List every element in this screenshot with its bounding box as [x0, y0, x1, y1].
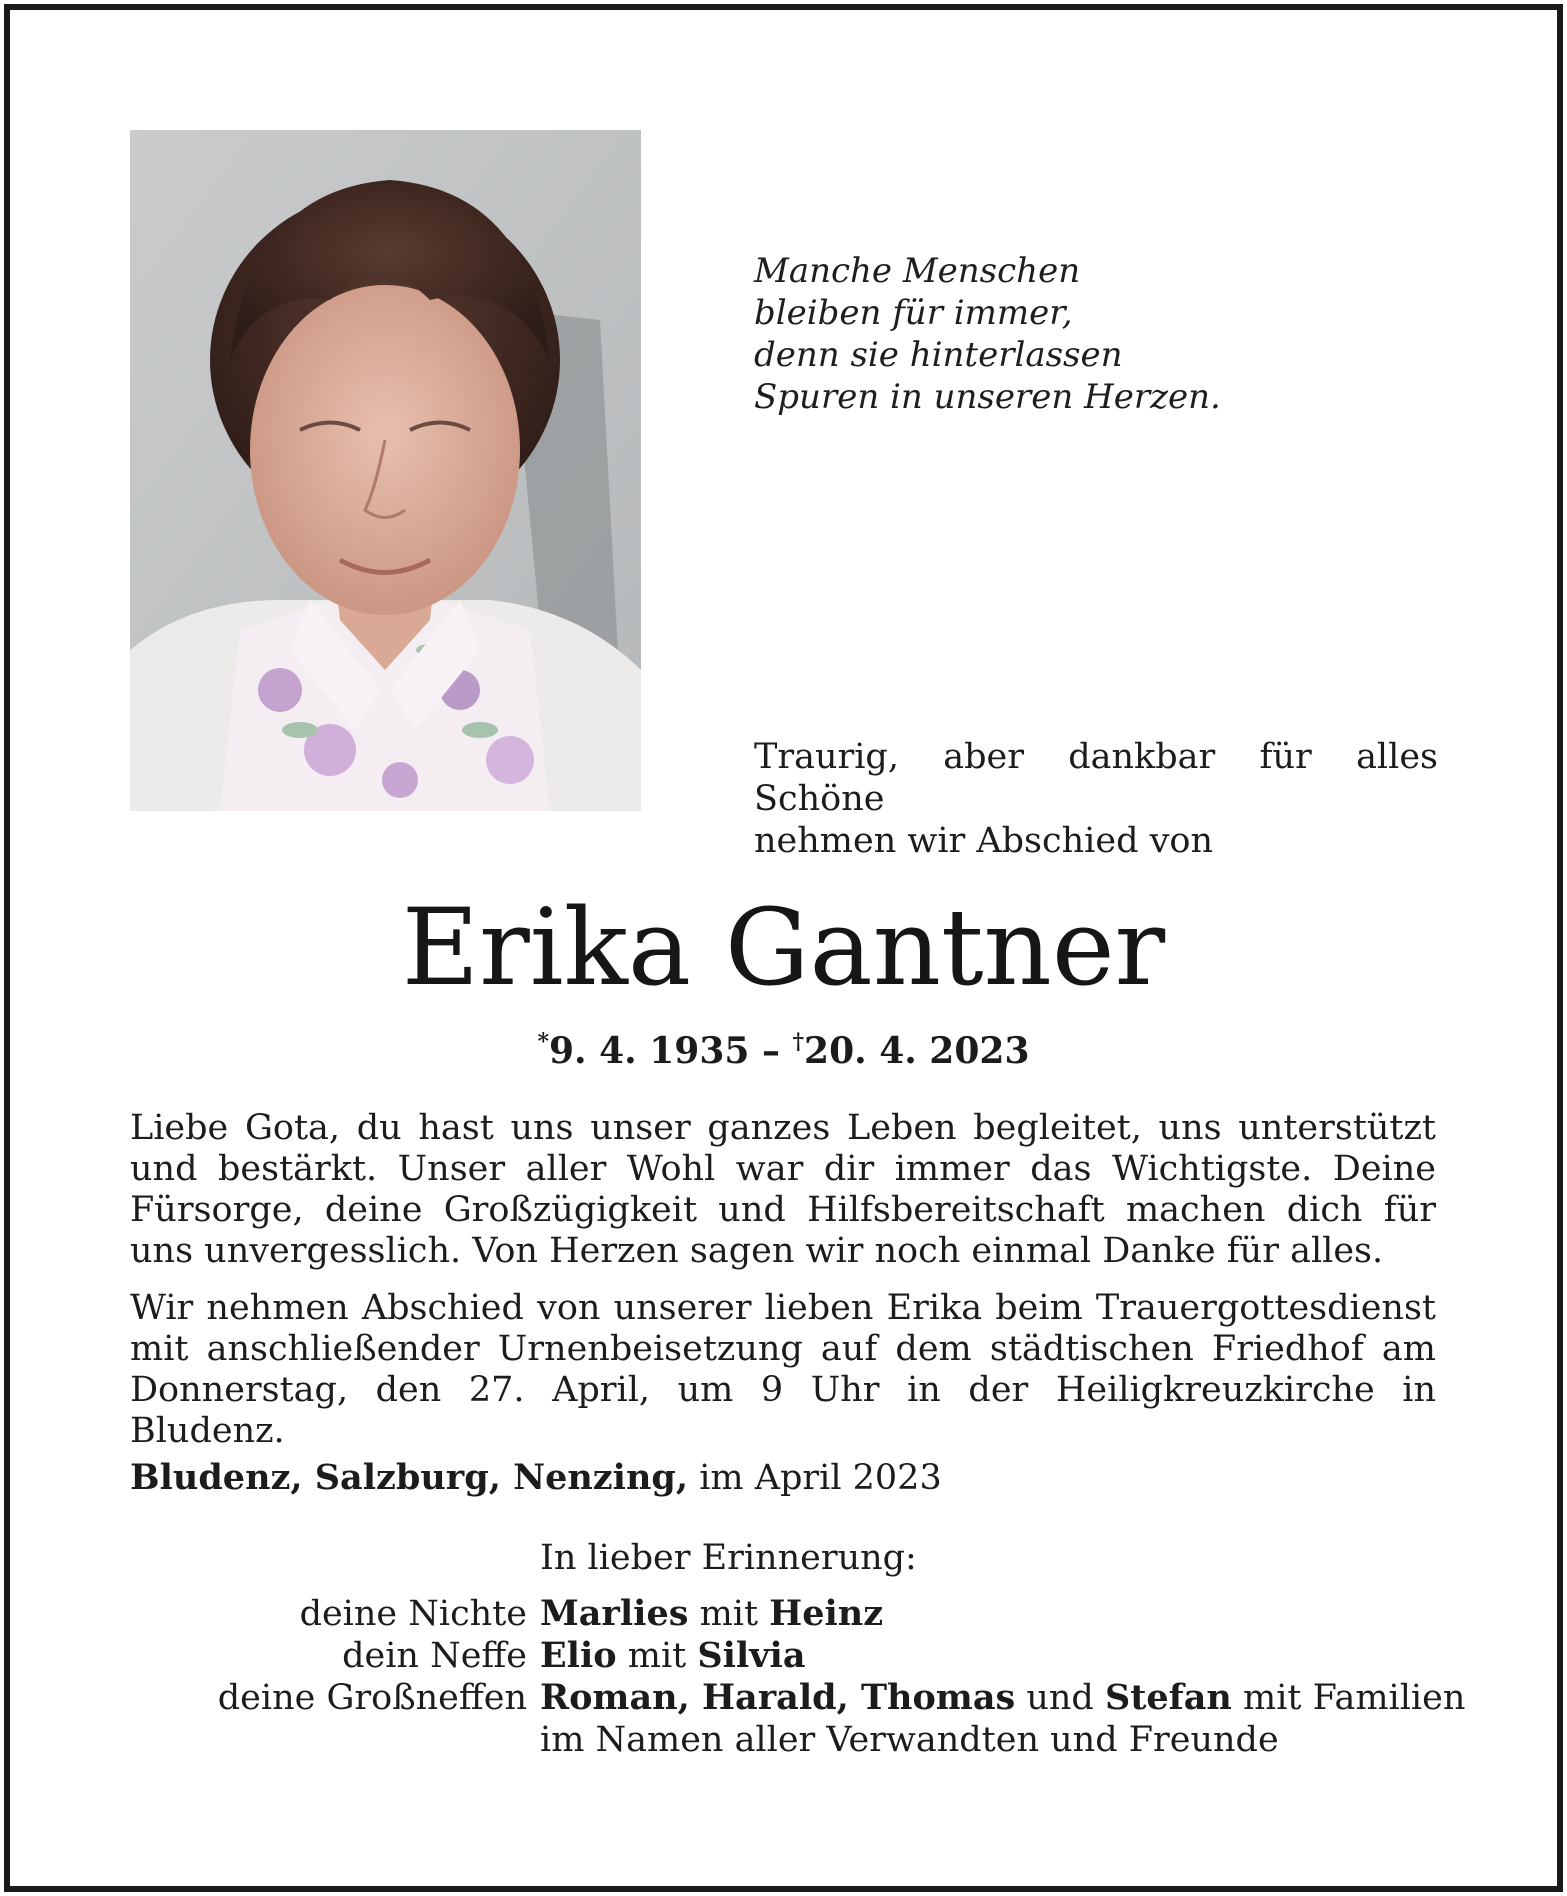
- portrait-photo: [130, 130, 641, 811]
- relation-label: deine Großneffen: [217, 1678, 527, 1718]
- place-date-line: [130, 1456, 942, 1500]
- death-symbol: †: [792, 1029, 805, 1055]
- service-line: Wir nehmen Abschied von unserer lieben Erika beim Trauergottesdienst: [130, 1288, 1436, 1328]
- service-line: mit anschließender Urnenbeisetzung auf dem städtischen Friedhof am: [130, 1329, 1436, 1369]
- poem-line: Spuren in unseren Herzen.: [754, 377, 1221, 417]
- date-separator: –: [749, 1030, 793, 1072]
- poem-line: Manche Menschen: [754, 251, 1081, 291]
- death-date: 20. 4. 2023: [804, 1030, 1030, 1072]
- poem-line: bleiben für immer,: [754, 293, 1073, 333]
- joiner: und: [1015, 1678, 1105, 1718]
- birth-symbol: *: [537, 1029, 549, 1055]
- mourner-name: Heinz: [769, 1593, 884, 1634]
- mourner-name: Silvia: [697, 1635, 806, 1676]
- joiner: mit: [688, 1594, 770, 1634]
- mourner-name: Elio: [540, 1635, 617, 1676]
- memory-heading: In lieber Erinnerung:: [540, 1538, 917, 1578]
- relation-label: deine Nichte: [299, 1594, 527, 1634]
- poem-line: denn sie hinterlassen: [754, 335, 1123, 375]
- joiner: mit: [616, 1636, 698, 1676]
- suffix: mit Familien: [1231, 1678, 1466, 1718]
- life-dates: [0, 1018, 1567, 1075]
- mourner-names: [540, 1592, 883, 1636]
- mourner-name: Marlies: [540, 1593, 689, 1634]
- places: Bludenz, Salzburg, Nenzing,: [130, 1457, 689, 1498]
- birth-date: 9. 4. 1935: [549, 1030, 750, 1072]
- service-line: Donnerstag, den 27. April, um 9 Uhr in der Heiligkreuzkirche in Bludenz.: [130, 1370, 1436, 1451]
- service-paragraph: [130, 1288, 1436, 1452]
- mourner-name: Stefan: [1104, 1677, 1232, 1718]
- intro-line: nehmen wir Abschied von: [754, 821, 1213, 861]
- intro-line: Traurig, aber dankbar für alles Schöne: [754, 737, 1438, 819]
- notice-date: im April 2023: [688, 1458, 942, 1498]
- closing-line: im Namen aller Verwandten und Freunde: [540, 1720, 1279, 1760]
- mourner-names: [540, 1634, 806, 1678]
- mourner-names: [540, 1676, 1465, 1720]
- farewell-intro: [754, 736, 1438, 862]
- memorial-poem: [754, 250, 1221, 418]
- mourner-name: Roman, Harald, Thomas: [540, 1677, 1016, 1718]
- deceased-name: Erika Gantner: [401, 886, 1166, 1009]
- relation-label: dein Neffe: [342, 1636, 527, 1676]
- tribute-paragraph: Liebe Gota, du hast uns unser ganzes Leben begleitet, uns unterstützt und bestärkt. Unser aller Wohl war dir immer das Wichtigste. Deine Fürsorge, deine Großzügigkeit und Hilfsbereitschaft machen dich für uns unvergesslich. Von Herzen sagen wir noch einmal Danke für alles.: [130, 1108, 1436, 1271]
